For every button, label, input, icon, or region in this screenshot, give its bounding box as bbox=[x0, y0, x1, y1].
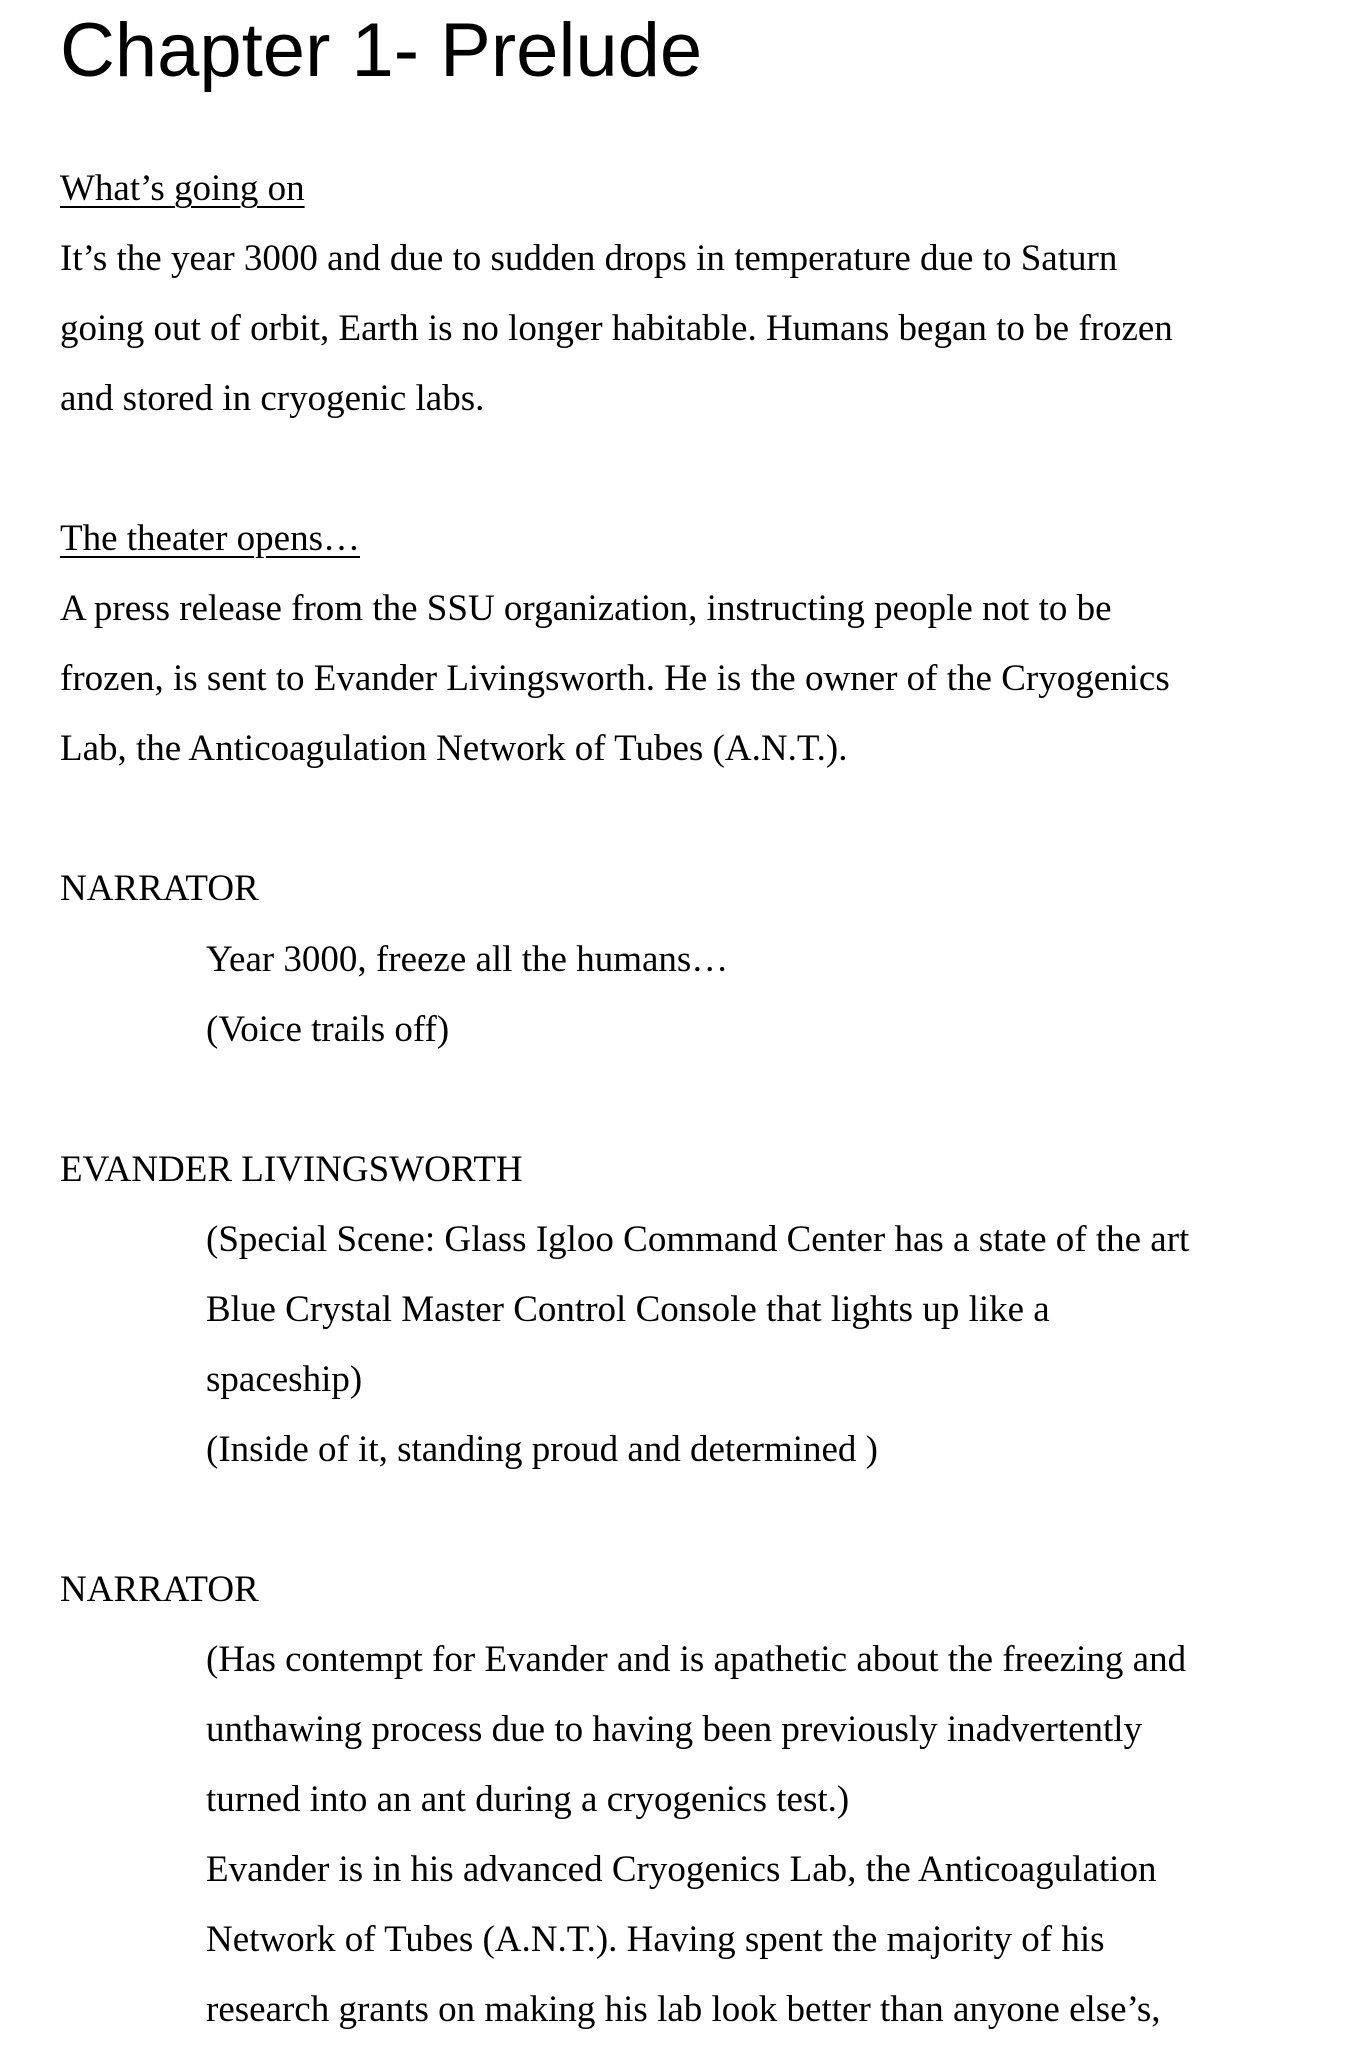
script-document bbox=[60, 154, 1340, 2045]
blank-line bbox=[60, 784, 1340, 854]
paragraph-line: and stored in cryogenic labs. bbox=[60, 378, 485, 420]
dialogue-line: (Voice trails off) bbox=[206, 1008, 450, 1050]
dialogue-line: Evander is in his advanced Cryogenics Lab, the Anticoagulation bbox=[206, 1849, 1157, 1891]
dialogue-line: (Special Scene: Glass Igloo Command Center has a state of the art bbox=[206, 1218, 1190, 1260]
dialogue-line: Blue Crystal Master Control Console that lights up like a bbox=[206, 1288, 1050, 1330]
speaker-name: NARRATOR bbox=[60, 868, 259, 910]
dialogue-line: turned into an ant during a cryogenics test.) bbox=[206, 1779, 850, 1821]
dialogue-line: unthawing process due to having been previously inadvertently bbox=[206, 1709, 1143, 1751]
speaker-name: NARRATOR bbox=[60, 1568, 259, 1610]
paragraph-line: frozen, is sent to Evander Livingsworth. He is the owner of the Cryogenics bbox=[60, 658, 1170, 700]
dialogue-line: (Has contempt for Evander and is apathetic about the freezing and bbox=[206, 1638, 1187, 1680]
paragraph-line: Lab, the Anticoagulation Network of Tubes (A.N.T.). bbox=[60, 728, 848, 770]
dialogue-line: research grants on making his lab look better than anyone else’s, bbox=[206, 1989, 1161, 2031]
paragraph-line: going out of orbit, Earth is no longer habitable. Humans began to be frozen bbox=[60, 308, 1173, 350]
dialogue-line: spaceship) bbox=[206, 1358, 363, 1400]
paragraph-line: It’s the year 3000 and due to sudden drops in temperature due to Saturn bbox=[60, 238, 1118, 280]
blank-line bbox=[60, 434, 1340, 504]
section-heading: The theater opens… bbox=[60, 518, 360, 560]
section-heading: What’s going on bbox=[60, 168, 305, 209]
chapter-title: Chapter 1- Prelude bbox=[60, 8, 703, 93]
blank-line bbox=[60, 1065, 1340, 1135]
paragraph-line: A press release from the SSU organization, instructing people not to be bbox=[60, 588, 1112, 630]
dialogue-line: (Inside of it, standing proud and determined ) bbox=[206, 1428, 878, 1470]
dialogue-line: Network of Tubes (A.N.T.). Having spent the majority of his bbox=[206, 1919, 1105, 1961]
speaker-name: EVANDER LIVINGSWORTH bbox=[60, 1148, 523, 1190]
blank-line bbox=[60, 1485, 1340, 1555]
dialogue-line: Year 3000, freeze all the humans… bbox=[206, 938, 729, 980]
